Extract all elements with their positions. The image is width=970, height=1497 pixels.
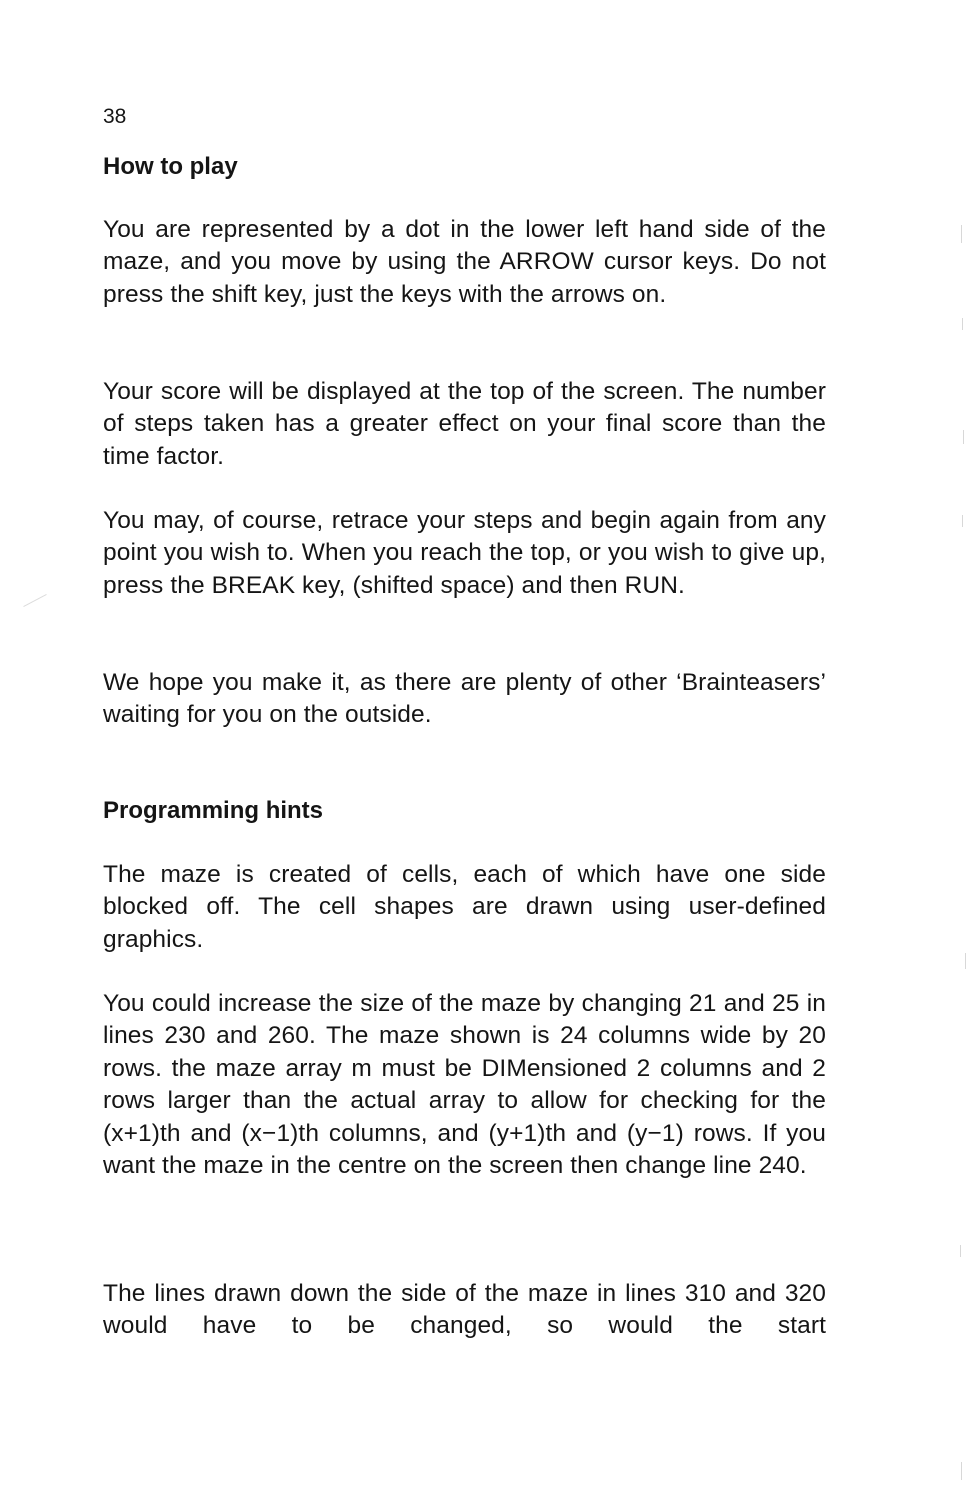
paragraph-retrace: You may, of course, retrace your steps and begin again from any point you wish to. When you reach the top, or you wish to give up, press the BREAK key, (shifted space) and then RUN. <box>103 507 826 599</box>
paragraph-cells: The maze is created of cells, each of which have one side blocked off. The cell shapes are drawn using user-defined graphics. <box>103 861 826 953</box>
paragraph-brainteasers: We hope you make it, as there are plenty of other ‘Brainteasers’ waiting for you on the outside. <box>103 669 826 729</box>
scan-edge-mark <box>965 953 966 969</box>
page-number: 38 <box>103 105 127 128</box>
paragraph-score: Your score will be displayed at the top of the screen. The number of steps taken has a greater effect on your final score than the time factor. <box>103 378 826 470</box>
scan-edge-mark <box>962 515 963 527</box>
scan-edge-mark <box>962 318 963 330</box>
heading-programming-hints: Programming hints <box>103 797 324 824</box>
paragraph-maze-size: You could increase the size of the maze by changing 21 and 25 in lines 230 and 260. The maze shown is 24 columns wide by 20 rows. the maze array m must be DIMensioned 2 columns and 2 rows larger than the actual array to allow for checking for the (x+1)th and (x−1)th columns, and (y+1)th and (y−1) rows. If you want the maze in the centre on the screen then change line 240. <box>103 990 826 1180</box>
heading-how-to-play: How to play <box>103 153 238 180</box>
paragraph-side-lines: The lines drawn down the side of the maze in lines 310 and 320 would have to be changed, so would the start <box>103 1280 826 1340</box>
scan-edge-mark <box>961 1462 962 1480</box>
scan-stray-line <box>23 594 46 607</box>
scan-edge-mark <box>963 430 964 444</box>
scan-edge-mark <box>960 1245 961 1257</box>
scan-edge-mark <box>961 225 962 243</box>
paragraph-movement: You are represented by a dot in the lower left hand side of the maze, and you move by using the ARROW cursor keys. Do not press the shift key, just the keys with the arrows on. <box>103 216 826 308</box>
